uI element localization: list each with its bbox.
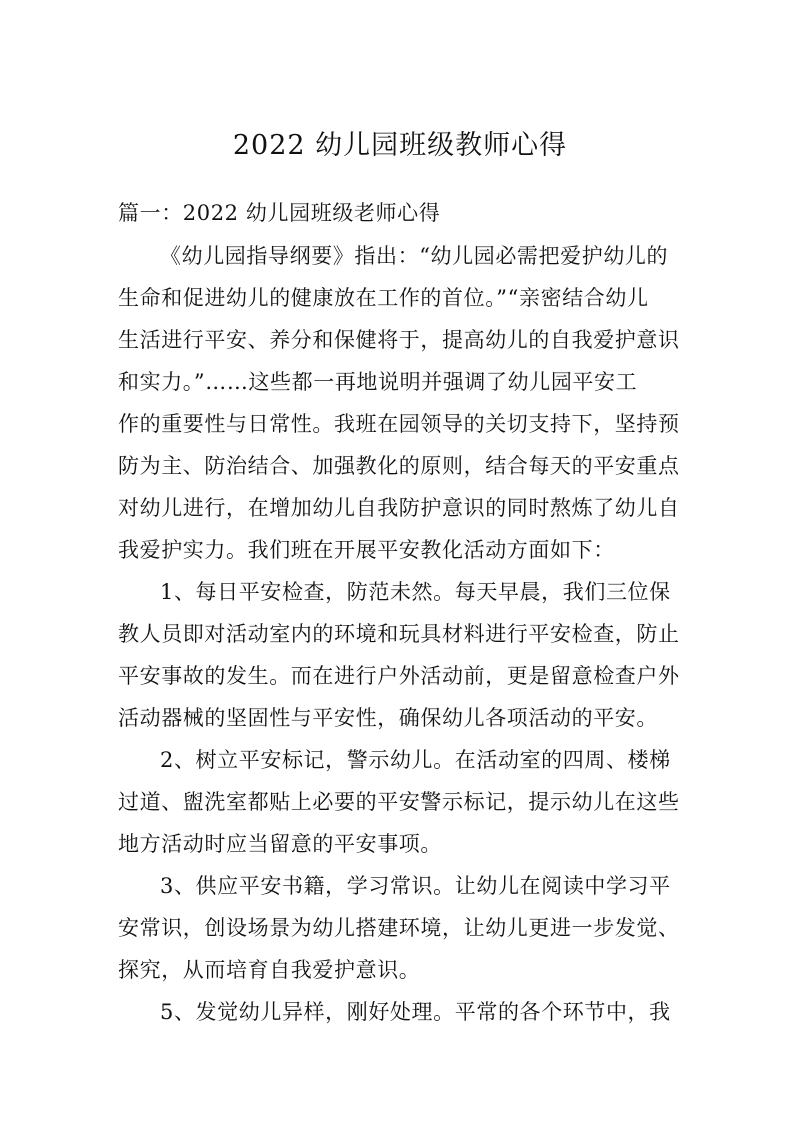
paragraph-line: 活动器械的坚固性与平安性，确保幼儿各项活动的平安。 <box>118 706 658 730</box>
paragraph-line: 作的重要性与日常性。我班在园领导的关切支持下，坚持预 <box>118 412 680 436</box>
paragraph-line: 《幼儿园指导纲要》指出：“幼儿园必需把爱护幼儿的 <box>160 244 669 268</box>
paragraph-line: 生命和促进幼儿的健康放在工作的首位。”“亲密结合幼儿 <box>118 286 649 310</box>
paragraph-line: 2、树立平安标记，警示幼儿。在活动室的四周、楼梯 <box>160 748 671 772</box>
paragraph-line: 和实力。”……这些都一再地说明并强调了幼儿园平安工 <box>118 370 638 394</box>
paragraph-line: 1、每日平安检查，防范未然。每天早晨，我们三位保 <box>160 580 671 604</box>
paragraph-line: 安常识，创设场景为幼儿搭建环境，让幼儿更进一步发觉、 <box>118 916 680 940</box>
document-title: 2022 幼儿园班级教师心得 <box>232 130 568 161</box>
paragraph-line: 我爱护实力。我们班在开展平安教化活动方面如下： <box>118 538 615 562</box>
paragraph-line: 生活进行平安、养分和保健将于，提高幼儿的自我爱护意识 <box>118 328 680 352</box>
paragraph-line: 过道、盥洗室都贴上必要的平安警示标记，提示幼儿在这些 <box>118 790 680 814</box>
paragraph-line: 地方活动时应当留意的平安事项。 <box>118 832 442 856</box>
paragraph-line: 对幼儿进行，在增加幼儿自我防护意识的同时熬炼了幼儿自 <box>118 496 680 520</box>
paragraph-line: 教人员即对活动室内的环境和玩具材料进行平安检查，防止 <box>118 622 680 646</box>
paragraph-line: 防为主、防治结合、加强教化的原则，结合每天的平安重点 <box>118 454 680 478</box>
paragraph-line: 探究，从而培育自我爱护意识。 <box>118 958 421 982</box>
paragraph-line: 平安事故的发生。而在进行户外活动前，更是留意检查户外 <box>118 664 680 688</box>
paragraph-line: 5、发觉幼儿异样，刚好处理。平常的各个环节中，我 <box>160 1000 671 1024</box>
section-heading: 篇一：2022 幼儿园班级老师心得 <box>118 201 441 225</box>
paragraph-line: 3、供应平安书籍，学习常识。让幼儿在阅读中学习平 <box>160 874 671 898</box>
